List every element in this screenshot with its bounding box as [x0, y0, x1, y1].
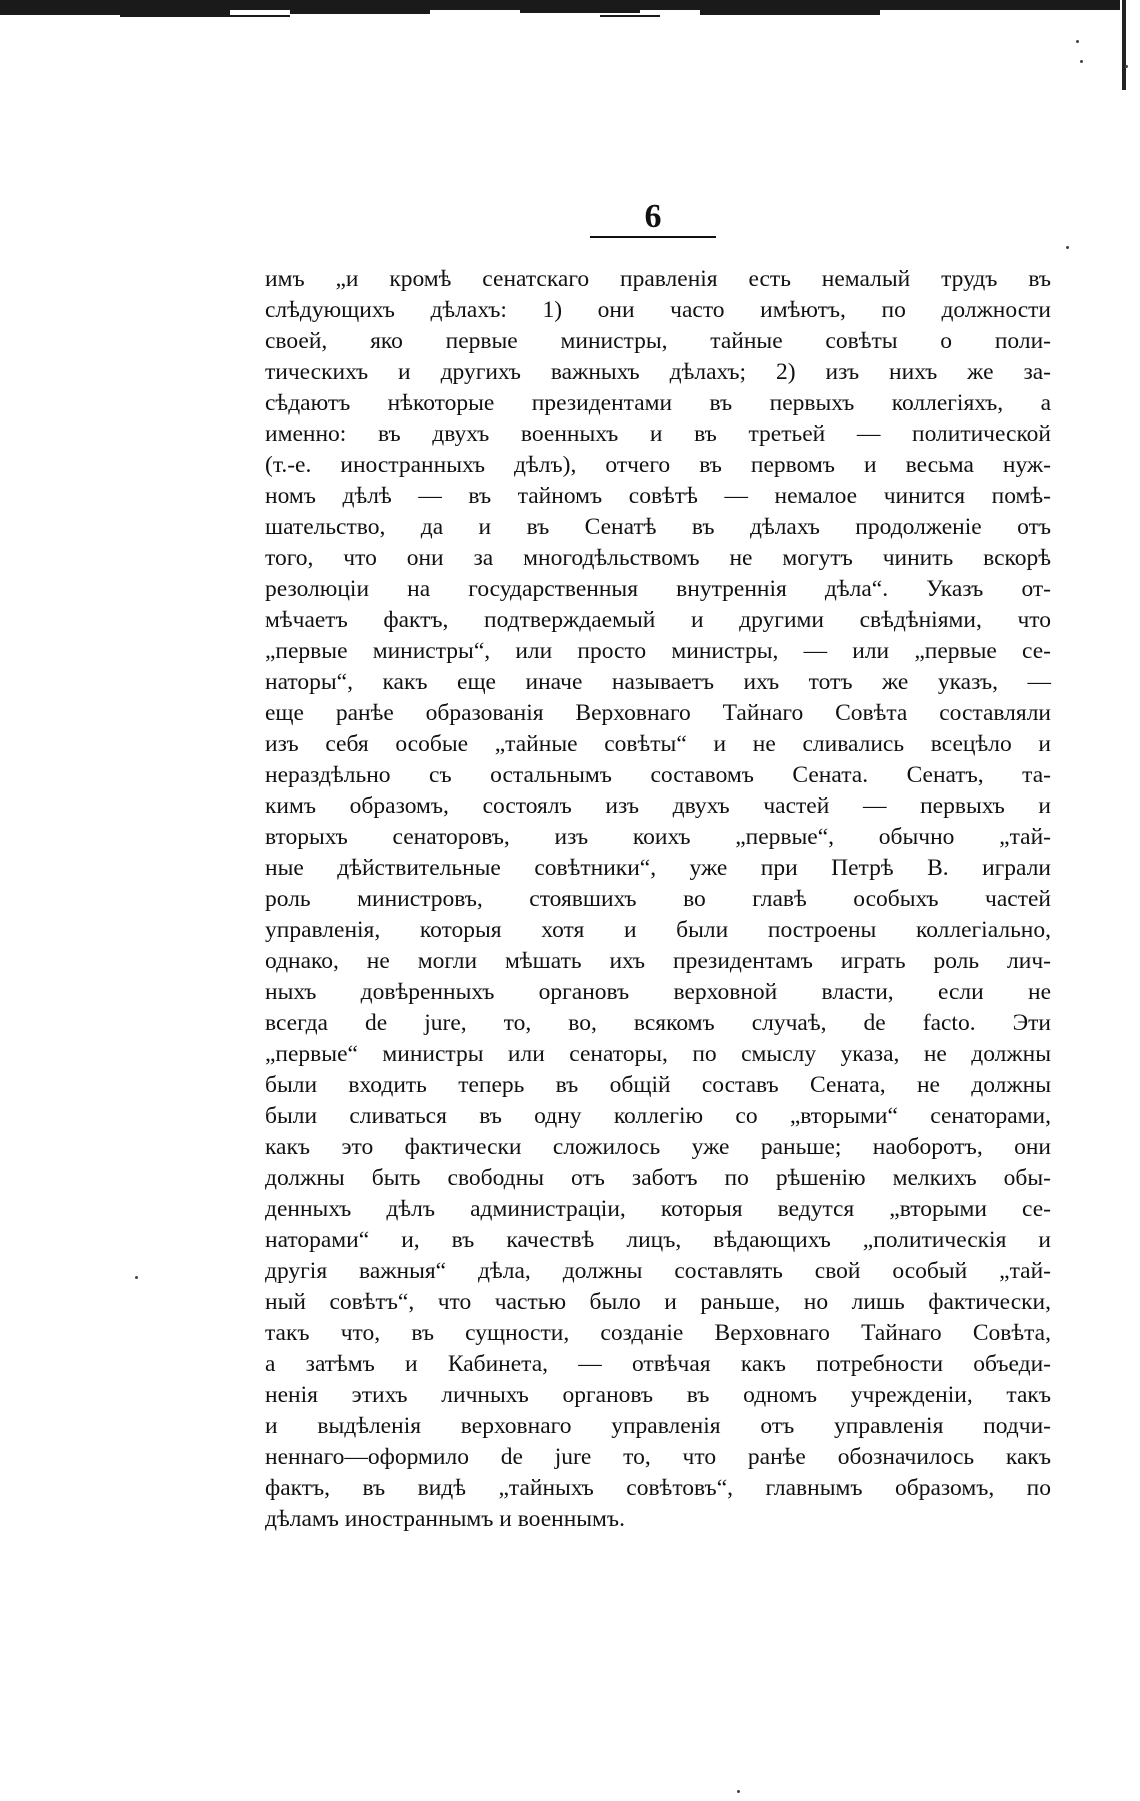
scan-speck	[737, 1790, 740, 1793]
scan-top-edge	[0, 0, 1140, 26]
text-line: „первые министры“, или просто министры, — или „первые се-	[265, 638, 1051, 664]
body-text	[265, 264, 1051, 1535]
text-line: такъ что, въ сущности, созданіе Верховнаго Тайнаго Совѣта,	[265, 1320, 1051, 1346]
scan-edge-mark	[600, 15, 660, 17]
text-line: неннаго—оформило de jure то, что ранѣе обозначилось какъ	[265, 1444, 1051, 1470]
text-line: ныхъ довѣренныхъ органовъ верховной власти, если не	[265, 979, 1051, 1005]
scan-edge-mark	[520, 10, 640, 13]
text-line: слѣдующихъ дѣлахъ: 1) они часто имѣютъ, по должности	[265, 297, 1051, 323]
text-line: шательство, да и въ Сенатѣ въ дѣлахъ продолженіе отъ	[265, 514, 1051, 540]
text-line: своей, яко первые министры, тайные совѣты о поли-	[265, 328, 1051, 354]
text-line: управленія, которыя хотя и были построены коллегіально,	[265, 917, 1051, 943]
text-line: однако, не могли мѣшать ихъ президентамъ играть роль лич-	[265, 948, 1051, 974]
text-line: номъ дѣлѣ — въ тайномъ совѣтѣ — немалое чинится помѣ-	[265, 483, 1051, 509]
text-line: кимъ образомъ, состоялъ изъ двухъ частей — первыхъ и	[265, 793, 1051, 819]
scan-speck	[135, 1276, 138, 1279]
scan-edge-mark	[120, 15, 290, 17]
text-line: денныхъ дѣлъ администраціи, которыя ведутся „вторыми се-	[265, 1196, 1051, 1222]
page-number: 6	[644, 198, 662, 235]
text-line: изъ себя особые „тайные совѣты“ и не сливались всецѣло и	[265, 731, 1051, 757]
text-line: ные дѣйствительные совѣтники“, уже при Петрѣ В. играли	[265, 855, 1051, 881]
scan-speck	[1066, 246, 1069, 249]
page-number-rule	[590, 236, 716, 238]
text-line: того, что они за многодѣльствомъ не могутъ чинить вскорѣ	[265, 545, 1051, 571]
text-line: какъ это фактически сложилось уже раньше; наоборотъ, они	[265, 1134, 1051, 1160]
scan-speck	[1080, 60, 1083, 63]
text-line: наторы“, какъ еще иначе называетъ ихъ тотъ же указъ, —	[265, 669, 1051, 695]
text-line: (т.-е. иностранныхъ дѣлъ), отчего въ первомъ и весьма нуж-	[265, 452, 1051, 478]
scan-speck	[1076, 40, 1079, 43]
text-line: именно: въ двухъ военныхъ и въ третьей — политической	[265, 421, 1051, 447]
scan-speck	[1125, 65, 1128, 68]
text-line: еще ранѣе образованія Верховнаго Тайнаго Совѣта составляли	[265, 700, 1051, 726]
scan-edge-mark	[700, 10, 880, 15]
scan-edge-mark	[290, 10, 430, 14]
text-line: другія важныя“ дѣла, должны составлять свой особый „тай-	[265, 1258, 1051, 1284]
text-line: а затѣмъ и Кабинета, — отвѣчая какъ потребности объеди-	[265, 1351, 1051, 1377]
text-line: наторами“ и, въ качествѣ лицъ, вѣдающихъ „политическія и	[265, 1227, 1051, 1253]
text-line: были входить теперь въ общій составъ Сената, не должны	[265, 1072, 1051, 1098]
text-line: сѣдаютъ нѣкоторые президентами въ первыхъ коллегіяхъ, а	[265, 390, 1051, 416]
text-line: вторыхъ сенаторовъ, изъ коихъ „первые“, обычно „тай-	[265, 824, 1051, 850]
text-line: резолюціи на государственныя внутреннія дѣла“. Указъ от-	[265, 576, 1051, 602]
text-line: и выдѣленія верховнаго управленія отъ управленія подчи-	[265, 1413, 1051, 1439]
text-line: были сливаться въ одну коллегію со „вторыми“ сенаторами,	[265, 1103, 1051, 1129]
text-line: имъ „и кромѣ сенатскаго правленія есть немалый трудъ въ	[265, 266, 1051, 292]
text-line: мѣчаетъ фактъ, подтверждаемый и другими свѣдѣніями, что	[265, 607, 1051, 633]
text-line: ненія этихъ личныхъ органовъ въ одномъ учрежденіи, такъ	[265, 1382, 1051, 1408]
text-line: нераздѣльно съ остальнымъ составомъ Сената. Сенатъ, та-	[265, 762, 1051, 788]
text-line: фактъ, въ видѣ „тайныхъ совѣтовъ“, главнымъ образомъ, по	[265, 1475, 1051, 1501]
text-line: тическихъ и другихъ важныхъ дѣлахъ; 2) изъ нихъ же за-	[265, 359, 1051, 385]
text-line: должны быть свободны отъ заботъ по рѣшенію мелкихъ обы-	[265, 1165, 1051, 1191]
text-line: ный совѣтъ“, что частью было и раньше, но лишь фактически,	[265, 1289, 1051, 1315]
text-line: „первые“ министры или сенаторы, по смыслу указа, не должны	[265, 1041, 1051, 1067]
scan-right-edge	[1122, 0, 1126, 90]
text-line: роль министровъ, стоявшихъ во главѣ особыхъ частей	[265, 886, 1051, 912]
text-line: всегда de jure, то, во, всякомъ случаѣ, de facto. Эти	[265, 1010, 1051, 1036]
text-line: дѣламъ иностраннымъ и военнымъ.	[265, 1506, 625, 1532]
